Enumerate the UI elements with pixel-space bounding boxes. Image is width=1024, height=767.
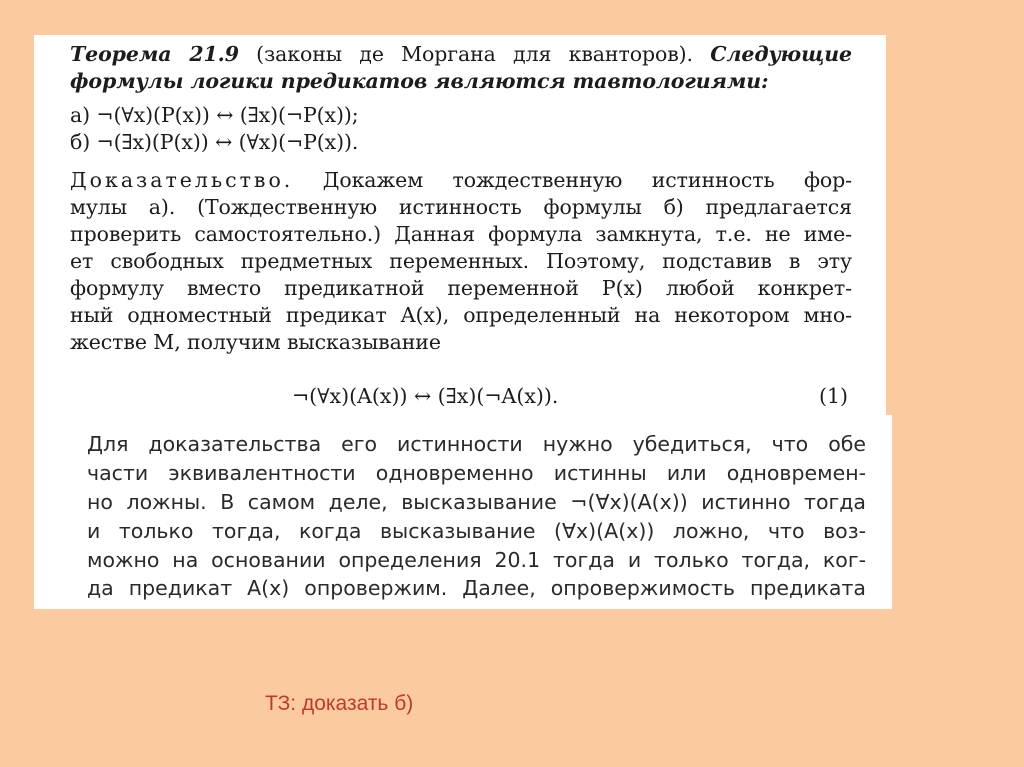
textbook-scan-bottom <box>34 415 892 609</box>
proof-line-1 <box>70 167 852 193</box>
proof-line-1-text: Докажем тождественную истинность фор- <box>293 168 852 192</box>
proof-heading: Доказательство. <box>70 168 294 192</box>
proof-formula: ¬(∀x)(A(x)) ↔ (∃x)(¬A(x)). <box>292 384 559 408</box>
textbook-scan-top <box>34 35 886 425</box>
continuation-line-5: можно на основании определения 20.1 тогда и только тогда, ког- <box>87 548 866 572</box>
continuation-line-3: но ложны. В самом деле, высказывание ¬(∀x)(A(x)) истинно тогда <box>87 490 866 514</box>
proof-line-4: ет свободных предметных переменных. Поэтому, подставив в эту <box>70 249 852 273</box>
continuation-line-4: и только тогда, когда высказывание (∀x)(A(x)) ложно, что воз- <box>87 519 866 543</box>
theorem-title-rest: (законы де Моргана для кванторов). <box>238 42 711 66</box>
continuation-line-2: части эквивалентности одновременно истинны или одновремен- <box>87 461 866 485</box>
theorem-item-a: а) ¬(∀x)(P(x)) ↔ (∃x)(¬P(x)); <box>70 103 359 127</box>
continuation-line-6: да предикат A(x) опровержим. Далее, опровержимость предиката <box>87 576 866 600</box>
task-caption: ТЗ: доказать б) <box>265 692 414 715</box>
theorem-title: Теорема 21.9 <box>70 42 239 66</box>
continuation-line-1: Для доказательства его истинности нужно убедиться, что обе <box>87 432 866 456</box>
theorem-header <box>70 41 852 67</box>
proof-line-5: формулу вместо предикатной переменной P(x) любой конкрет- <box>70 276 852 300</box>
theorem-statement-1: Следующие <box>710 42 852 66</box>
theorem-statement-2: формулы логики предикатов являются тавтологиями: <box>70 69 769 93</box>
proof-line-3: проверить самостоятельно.) Данная формула замкнута, т.е. не име- <box>70 222 852 246</box>
proof-formula-number: (1) <box>818 384 848 408</box>
proof-line-6: ный одноместный предикат A(x), определенный на некотором мно- <box>70 303 852 327</box>
proof-line-7: жестве M, получим высказывание <box>70 330 441 354</box>
proof-line-2: мулы а). (Тождественную истинность формулы б) предлагается <box>70 195 852 219</box>
theorem-item-b: б) ¬(∃x)(P(x)) ↔ (∀x)(¬P(x)). <box>70 130 359 154</box>
